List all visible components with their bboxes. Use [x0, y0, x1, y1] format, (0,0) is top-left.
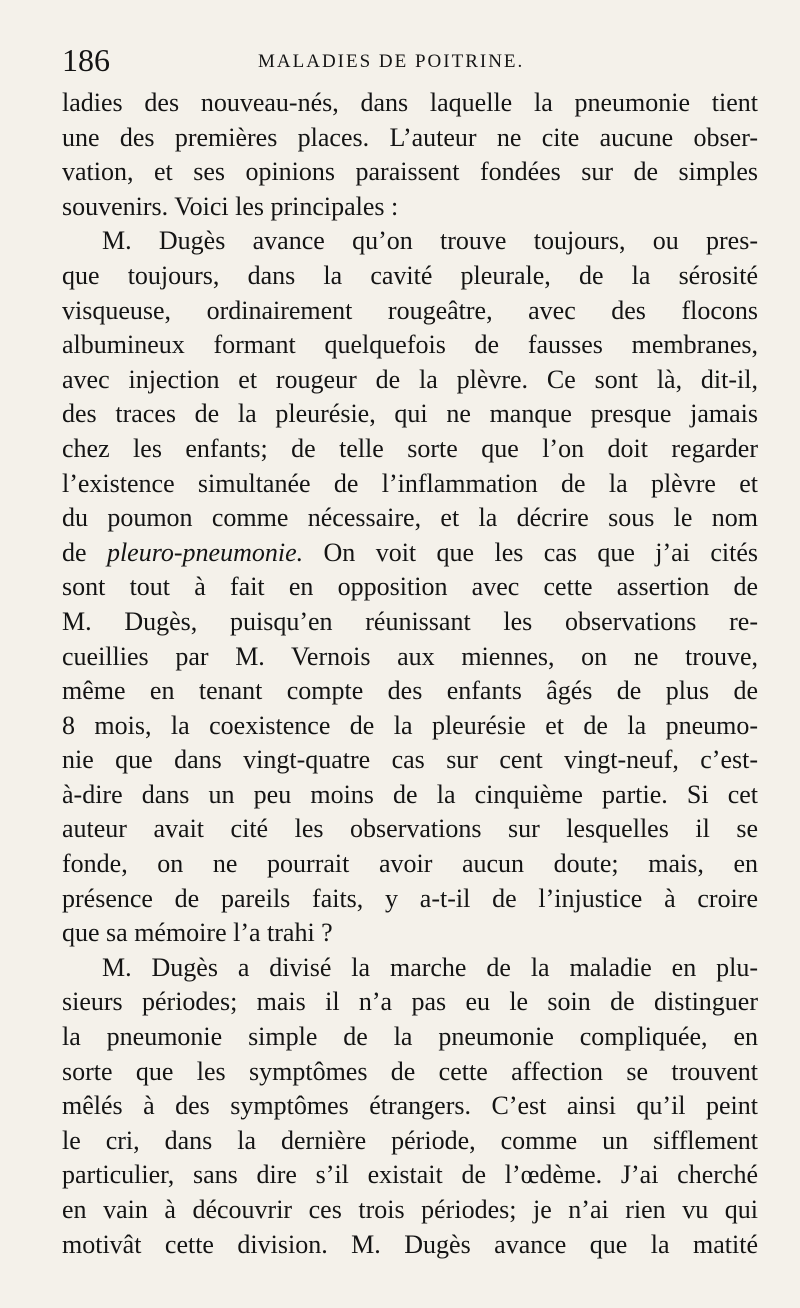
text-line: M. Dugès, puisqu’en réunissant les observations re-: [62, 606, 758, 636]
text-line: chez les enfants; de telle sorte que l’on doit regarder: [62, 433, 758, 463]
text-line: du poumon comme nécessaire, et la décrire sous le nom: [62, 503, 758, 533]
text-line: avec injection et rougeur de la plèvre. Ce sont là, dit-il,: [62, 364, 758, 394]
italic-term: pleuro-pneumonie.: [106, 537, 304, 567]
text-line: à-dire dans un peu moins de la cinquième partie. Si cet: [62, 779, 758, 809]
text-line: le cri, dans la dernière période, comme un sifflement: [62, 1125, 758, 1155]
text-fragment: de: [62, 537, 87, 567]
text-line: souvenirs. Voici les principales :: [62, 191, 399, 221]
text-line: particulier, sans dire s’il existait de l’œdème. J’ai cherché: [62, 1160, 758, 1190]
text-fragment: On voit que les cas que j’ai cités: [323, 537, 758, 567]
text-line: présence de pareils faits, y a-t-il de l’injustice à croire: [62, 883, 758, 913]
page-header: [62, 40, 762, 84]
text-line: albumineux formant quelquefois de fausses membranes,: [62, 330, 758, 360]
running-head: MALADIES DE POITRINE.: [258, 51, 525, 72]
text-line: sieurs périodes; mais il n’a pas eu le soin de distinguer: [62, 987, 758, 1017]
text-line: mêlés à des symptômes étrangers. C’est ainsi qu’il peint: [62, 1091, 758, 1121]
text-line: cueillies par M. Vernois aux miennes, on ne trouve,: [62, 641, 758, 671]
text-line: que toujours, dans la cavité pleurale, de la sérosité: [62, 260, 758, 290]
text-line: vation, et ses opinions paraissent fondées sur de simples: [62, 157, 758, 187]
text-line: nie que dans vingt-quatre cas sur cent vingt-neuf, c’est-: [62, 745, 758, 775]
text-line: auteur avait cité les observations sur lesquelles il se: [62, 814, 758, 844]
text-line: 8 mois, la coexistence de la pleurésie et de la pneumo-: [62, 710, 758, 740]
text-line: ladies des nouveau-nés, dans laquelle la pneumonie tient: [62, 88, 758, 117]
text-line: sorte que les symptômes de cette affection se trouvent: [62, 1056, 758, 1086]
page-number: 186: [62, 42, 110, 78]
text-line: fonde, on ne pourrait avoir aucun doute; mais, en: [62, 849, 758, 879]
text-line: M. Dugès a divisé la marche de la maladie en plu-: [102, 952, 758, 982]
text-line: l’existence simultanée de l’inflammation de la plèvre et: [62, 468, 758, 498]
text-line: visqueuse, ordinairement rougeâtre, avec des flocons: [62, 295, 758, 325]
text-line: que sa mémoire l’a trahi ?: [62, 918, 333, 948]
text-line: sont tout à fait en opposition avec cette assertion de: [62, 572, 758, 602]
text-line: en vain à découvrir ces trois périodes; je n’ai rien vu qui: [62, 1195, 758, 1224]
text-line: des traces de la pleurésie, qui ne manque presque jamais: [62, 399, 758, 429]
text-line: la pneumonie simple de la pneumonie compliquée, en: [62, 1022, 758, 1052]
text-line-mixed: [62, 536, 758, 571]
text-line: une des premières places. L’auteur ne cite aucune obser-: [62, 122, 758, 152]
text-line: M. Dugès avance qu’on trouve toujours, ou pres-: [102, 226, 758, 256]
text-line: motivât cette division. M. Dugès avance que la matité: [62, 1229, 758, 1259]
text-line: même en tenant compte des enfants âgés de plus de: [62, 676, 758, 706]
body-text: [62, 86, 758, 1262]
